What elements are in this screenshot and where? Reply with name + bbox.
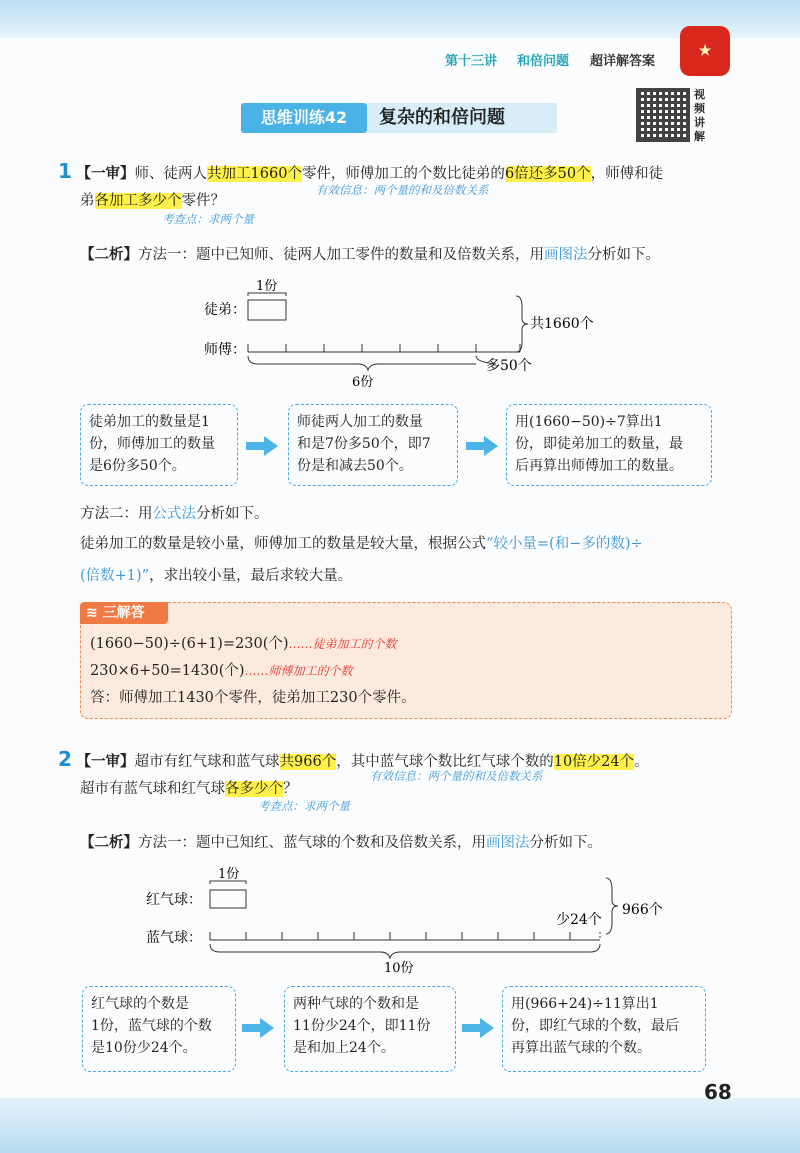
q2-line-diagram bbox=[140, 858, 700, 978]
q2-highlight-question: 各多少个 bbox=[225, 781, 283, 797]
q1-highlight-multiple: 6倍还多50个 bbox=[504, 166, 591, 182]
q1-method1-link: 画图法 bbox=[544, 247, 588, 263]
header-topic: 和倍问题 bbox=[517, 54, 570, 69]
arrow-right-icon bbox=[242, 1018, 274, 1038]
qr-code-icon[interactable] bbox=[636, 88, 690, 142]
q1-line2: 弟各加工多少个零件？ bbox=[80, 193, 225, 209]
q1-step-box-2: 师徒两人加工的数量 和是7份多50个，即7 份是和减去50个。 bbox=[288, 404, 458, 486]
q1-line-diagram bbox=[190, 270, 594, 395]
q2-line2: 超市有蓝气球和红气球各多少个？ bbox=[80, 781, 298, 797]
q1-method2-link: 公式法 bbox=[152, 506, 196, 522]
q1-answer-tag: ≋ 三解答 bbox=[80, 602, 168, 624]
brand-badge-icon: ★ bbox=[680, 26, 730, 76]
q1-answer-line2: 230×6+50=1430(个)……师傅加工的个数 bbox=[90, 663, 353, 679]
q1-answer-final: 答：师傅加工1430个零件，徒弟加工230个零件。 bbox=[90, 690, 416, 706]
q1-diagram-apprentice: 徒弟： bbox=[204, 302, 246, 318]
arrow-right-icon bbox=[462, 1018, 494, 1038]
q1-note-exam: 考查点：求两个量 bbox=[162, 212, 254, 226]
svg-text:1份: 1份 bbox=[218, 867, 240, 882]
q1-step2-label: 【二析】 bbox=[80, 247, 138, 263]
q1-formula-part1: “较小量=(和−多的数)÷ bbox=[486, 536, 643, 552]
q1-method2-line1: 徒弟加工的数量是较小量，师傅加工的数量是较大量，根据公式“较小量=(和−多的数)÷ bbox=[80, 536, 643, 552]
header-answer-label: 超详解答案 bbox=[590, 54, 656, 69]
section-tag: 思维训练42 bbox=[241, 103, 367, 133]
qr-label: 视频讲解 bbox=[694, 88, 705, 143]
header-lecture: 第十三讲 bbox=[445, 54, 498, 69]
q1-diagram-more: 多50个 bbox=[486, 358, 532, 374]
q1-diagram-one-part: 1份 bbox=[256, 279, 278, 294]
q2-note-info: 有效信息：两个量的和及倍数关系 bbox=[370, 769, 543, 783]
arrow-right-icon bbox=[246, 436, 278, 456]
q2-step-box-3: 用(966+24)÷11算出1 份，即红气球的个数，最后 再算出蓝气球的个数。 bbox=[502, 986, 706, 1072]
q2-method1: 【二析】方法一：题中已知红、蓝气球的个数和及倍数关系，用画图法分析如下。 bbox=[80, 835, 602, 851]
svg-text:10份: 10份 bbox=[384, 961, 414, 976]
q2-step1-label: 【一审】 bbox=[76, 754, 135, 770]
q1-diagram-six: 6份 bbox=[352, 375, 374, 390]
page-number: 68 bbox=[704, 1080, 732, 1104]
q1-step-box-3: 用(1660−50)÷7算出1 份，即徒弟加工的数量，最 后再算出师傅加工的数量。 bbox=[506, 404, 712, 486]
q2-step2-label: 【二析】 bbox=[80, 835, 138, 851]
q1-method1: 【二析】方法一：题中已知师、徒两人加工零件的数量和及倍数关系，用画图法分析如下。 bbox=[80, 247, 660, 263]
bottom-wave-border bbox=[0, 1098, 800, 1153]
q2-method1-link: 画图法 bbox=[486, 835, 530, 851]
q1-line1: 1 【一审】师、徒两人共加工1660个零件，师傅加工的个数比徒弟的6倍还多50个，师傅和徒 bbox=[58, 159, 664, 183]
q1-diagram-master: 师傅： bbox=[204, 342, 246, 358]
svg-text:少24个: 少24个 bbox=[556, 912, 602, 928]
arrow-right-icon bbox=[466, 436, 498, 456]
q2-step-box-1: 红气球的个数是 1份，蓝气球的个数 是10份少24个。 bbox=[82, 986, 236, 1072]
q1-method2-line2: (倍数+1)”，求出较小量，最后求较大量。 bbox=[80, 568, 353, 584]
svg-text:红气球：: 红气球： bbox=[146, 892, 202, 908]
q1-answer-line1: (1660−50)÷(6+1)=230(个)……徒弟加工的个数 bbox=[90, 636, 397, 652]
svg-text:966个: 966个 bbox=[622, 902, 663, 918]
q1-formula-part2: (倍数+1)” bbox=[80, 568, 150, 584]
svg-text:蓝气球：: 蓝气球： bbox=[146, 930, 202, 946]
q2-highlight-total: 共966个 bbox=[279, 754, 337, 770]
q1-note-info: 有效信息：两个量的和及倍数关系 bbox=[316, 183, 489, 197]
q1-highlight-question: 各加工多少个 bbox=[94, 193, 182, 209]
q1-diagram-total: 共1660个 bbox=[530, 316, 594, 332]
q2-number: 2 bbox=[58, 747, 72, 771]
q2-line1: 2 【一审】超市有红气球和蓝气球共966个，其中蓝气球个数比红气球个数的10倍少24个。 bbox=[58, 747, 649, 771]
q2-highlight-multiple: 10倍少24个 bbox=[553, 754, 635, 770]
q1-number: 1 bbox=[58, 159, 72, 183]
q1-step1-label: 【一审】 bbox=[76, 166, 135, 182]
q2-step-box-2: 两种气球的个数和是 11份少24个，即11份 是和加上24个。 bbox=[284, 986, 456, 1072]
page-title: 复杂的和倍问题 bbox=[367, 103, 557, 133]
q1-method2: 方法二：用公式法分析如下。 bbox=[80, 506, 269, 522]
q1-step-box-1: 徒弟加工的数量是1 份，师傅加工的数量 是6份多50个。 bbox=[80, 404, 238, 486]
q2-note-exam: 考查点：求两个量 bbox=[258, 799, 350, 813]
q1-highlight-total: 共加工1660个 bbox=[207, 166, 302, 182]
